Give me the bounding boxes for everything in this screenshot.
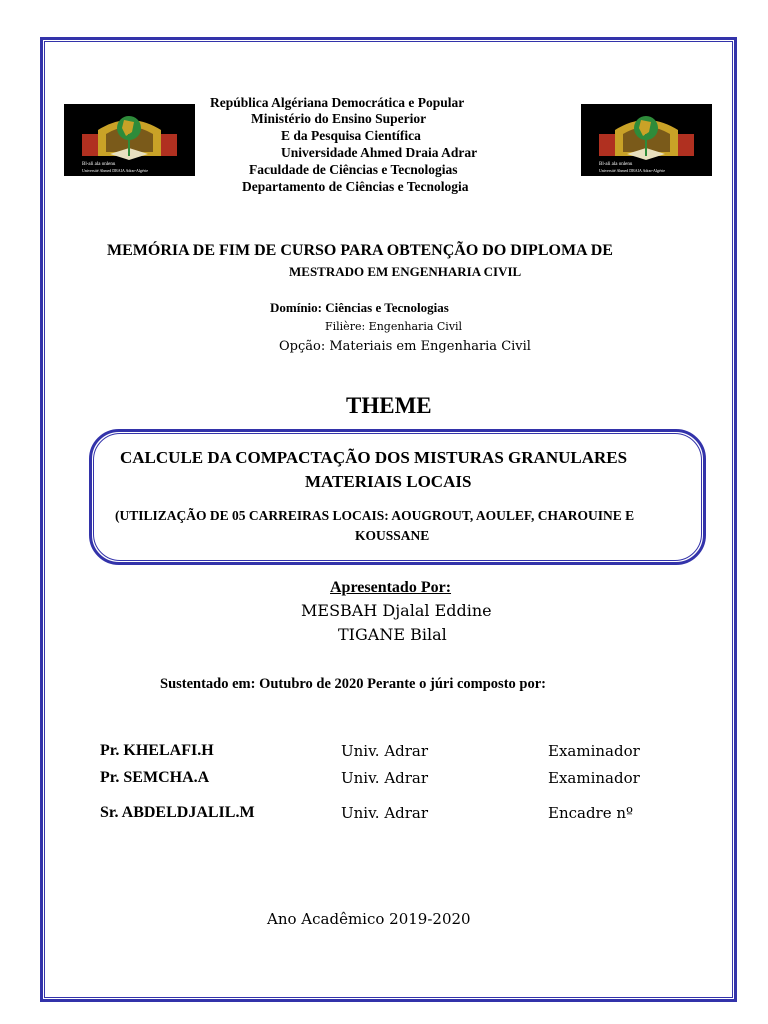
header-republic: República Algériana Democrática e Popular xyxy=(210,95,465,110)
header-faculty: Faculdade de Ciências e Tecnologias xyxy=(249,162,458,177)
university-logo-left xyxy=(64,104,195,176)
theme-title-line1: CALCULE DA COMPACTAÇÃO DOS MISTURAS GRANULARES xyxy=(120,448,628,467)
author-2: TIGANE Bilal xyxy=(338,625,447,644)
jury-name: Sr. ABDELDJALIL.M xyxy=(100,804,255,821)
logo-caption-2: Université Ahmed DRAIA Adrar-Algérie xyxy=(599,168,666,173)
jury-role: Examinador xyxy=(548,742,640,760)
logo-caption-1: Bl-ali ala onlenu xyxy=(599,162,633,167)
memoir-option: Opção: Materiais em Engenharia Civil xyxy=(279,339,531,354)
jury-university: Univ. Adrar xyxy=(341,742,429,760)
header-university: Universidade Ahmed Draia Adrar xyxy=(281,145,478,160)
theme-subtitle-line2: KOUSSANE xyxy=(355,528,430,543)
logo-caption-1: Bl-ali ala onlenu xyxy=(82,162,116,167)
header-department: Departamento de Ciências e Tecnologia xyxy=(242,179,469,194)
memoir-title: MEMÓRIA DE FIM DE CURSO PARA OBTENÇÃO DO DIPLOMA DE xyxy=(107,242,613,259)
theme-subtitle-line1: (UTILIZAÇÃO DE 05 CARREIRAS LOCAIS: AOUGROUT, AOULEF, CHAROUINE E xyxy=(115,508,635,523)
academic-year: Ano Acadêmico 2019-2020 xyxy=(267,910,471,928)
memoir-domain: Domínio: Ciências e Tecnologias xyxy=(270,300,449,315)
jury-name: Pr. KHELAFI.H xyxy=(100,742,214,759)
logo-caption-2: Université Ahmed DRAIA Adrar-Algérie xyxy=(82,168,149,173)
author-1: MESBAH Djalal Eddine xyxy=(301,601,492,620)
memoir-degree: MESTRADO EM ENGENHARIA CIVIL xyxy=(289,264,522,279)
jury-role: Encadre nº xyxy=(548,804,634,822)
memoir-filiere: Filière: Engenharia Civil xyxy=(325,320,463,333)
jury-university: Univ. Adrar xyxy=(341,804,429,822)
jury-university: Univ. Adrar xyxy=(341,769,429,787)
theme-heading: THEME xyxy=(346,393,432,418)
theme-title-line2: MATERIAIS LOCAIS xyxy=(305,472,472,491)
jury-role: Examinador xyxy=(548,769,640,787)
jury-name: Pr. SEMCHA.A xyxy=(100,769,210,786)
header-ministry: Ministério do Ensino Superior xyxy=(251,111,427,126)
presented-label: Apresentado Por: xyxy=(330,579,452,596)
defense-statement: Sustentado em: Outubro de 2020 Perante o júri composto por: xyxy=(160,676,546,692)
header-research: E da Pesquisa Científica xyxy=(281,128,421,143)
university-logo-right xyxy=(581,104,712,176)
